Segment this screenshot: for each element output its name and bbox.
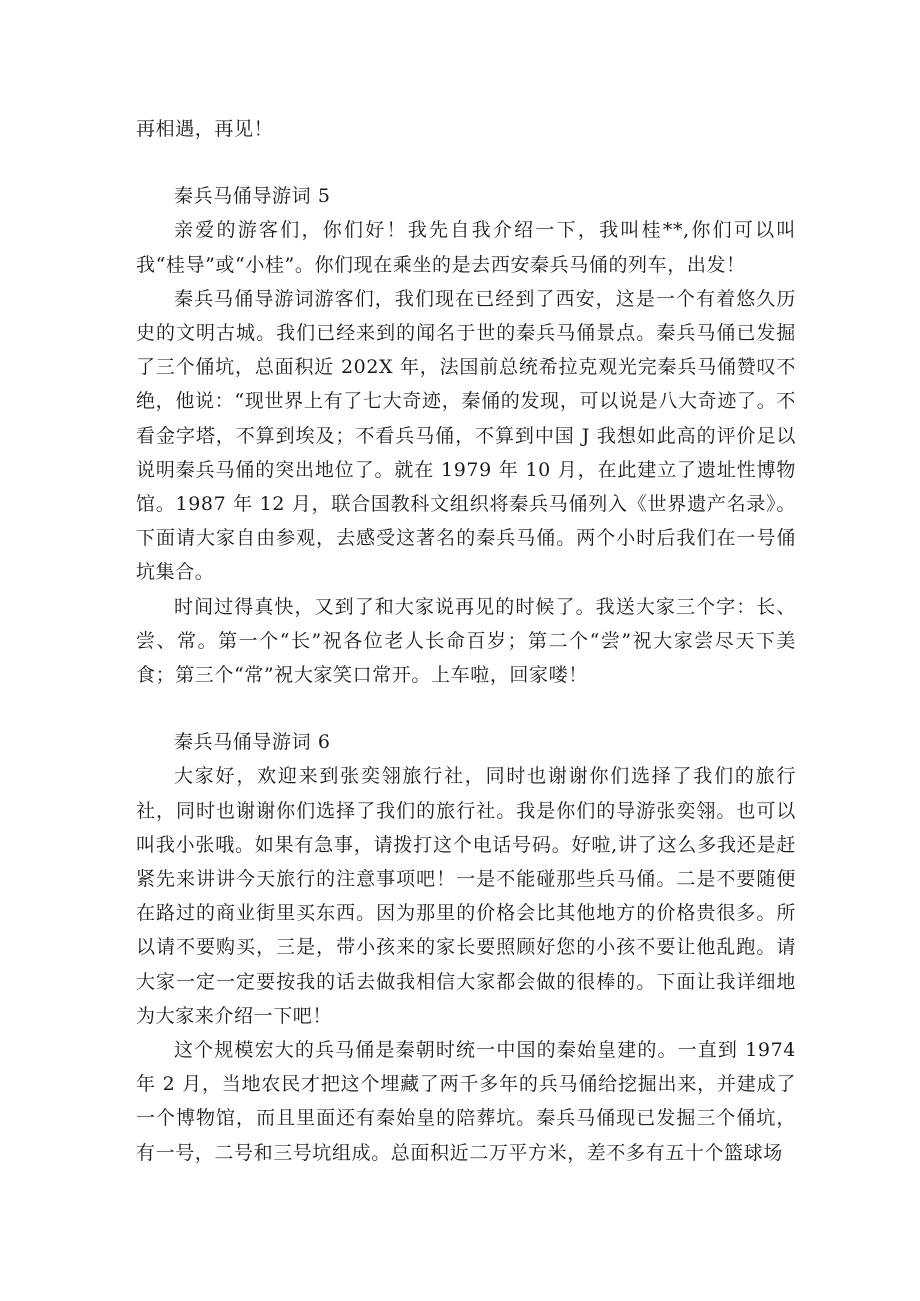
section-6-title: 秦兵马俑导游词 6 [174, 731, 331, 754]
section-6-paragraph-2: 这个规模宏大的兵马俑是秦朝时统一中国的秦始皇建的。一直到 1974 年 2 月，当地农民才把这个埋藏了两千多年的兵马俑给挖掘出来，并建成了一个博物馆，而且里面还有秦始皇的陪葬坑。秦兵马俑现已发掘三个俑坑，有一号，二号和三号坑组成。总面积近二万平方米，差不多有五十个篮球场 [136, 1039, 796, 1164]
section-5-title: 秦兵马俑导游词 5 [174, 185, 331, 208]
section-5-paragraph-2: 秦兵马俑导游词游客们，我们现在已经到了西安，这是一个有着悠久历史的文明古城。我们已经来到的闻名于世的秦兵马俑景点。秦兵马俑已发掘了三个俑坑，总面积近 202X 年，法国前总统希拉克观光完秦兵马俑赞叹不绝，他说：“现世界上有了七大奇迹，秦俑的发现，可以说是八大奇迹了。不看金字塔，不算到埃及；不看兵马俑，不算到中国 J 我想如此高的评价足以说明秦兵马俑的突出地位了。就在 1979 年 10 月，在此建立了遗址性博物馆。1987 年 12 月，联合国教科文组织将秦兵马俑列入《世界遗产名录》。下面请大家自由参观，去感受这著名的秦兵马俑。两个小时后我们在一号俑坑集合。 [136, 287, 796, 584]
section-5-paragraph-1: 亲爱的游客们，你们好！我先自我介绍一下，我叫桂**,你们可以叫我“桂导”或“小桂”。你们现在乘坐的是去西安秦兵马俑的列车，出发！ [136, 219, 796, 276]
section-6-paragraph-1: 大家好，欢迎来到张奕翎旅行社，同时也谢谢你们选择了我们的旅行社，同时也谢谢你们选择了我们的旅行社。我是你们的导游张奕翎。也可以叫我小张哦。如果有急事，请拨打这个电话号码。好啦,讲了这么多我还是赶紧先来讲讲今天旅行的注意事项吧！一是不能碰那些兵马俑。二是不要随便在路过的商业街里买东西。因为那里的价格会比其他地方的价格贵很多。所以请不要购买，三是，带小孩来的家长要照顾好您的小孩不要让他乱跑。请大家一定一定要按我的话去做我相信大家都会做的很棒的。下面让我详细地为大家来介绍一下吧！ [136, 765, 796, 1027]
section-5-paragraph-3: 时间过得真快，又到了和大家说再见的时候了。我送大家三个字：长、尝、常。第一个“长”祝各位老人长命百岁；第二个“尝”祝大家尝尽天下美食；第三个“常”祝大家笑口常开。上车啦，回家喽！ [136, 595, 796, 687]
closing-line: 再相遇，再见！ [136, 118, 274, 140]
document-body [136, 112, 796, 1170]
